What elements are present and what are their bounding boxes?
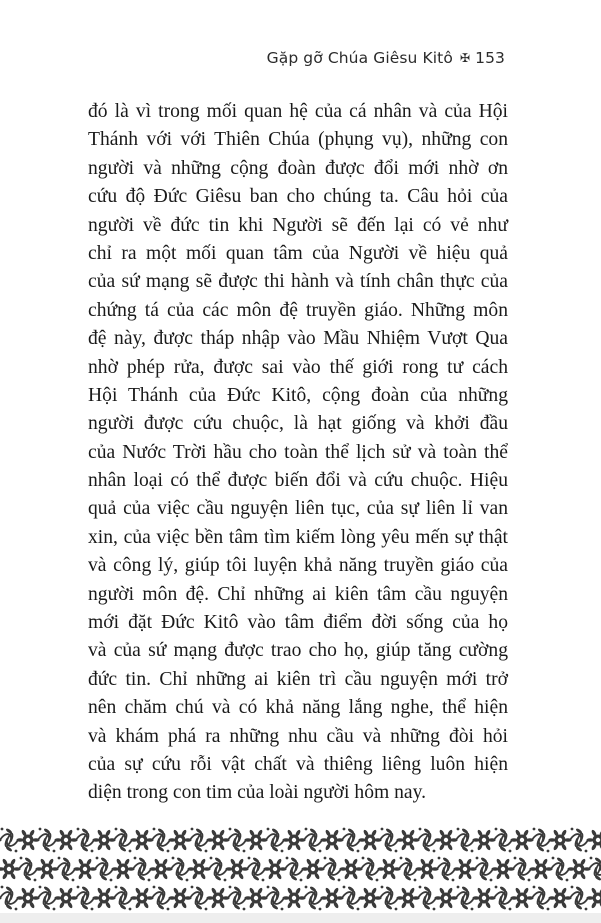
body-line: người về đức tin khi Người sẽ đến lại có vẻ như — [88, 214, 508, 236]
page-bottom-edge — [0, 913, 601, 923]
running-header — [267, 49, 505, 67]
body-line: diện trong con tim của loài người hôm nay. — [88, 782, 427, 804]
page-number: 153 — [475, 49, 505, 67]
floral-border-ornament-icon — [0, 826, 601, 912]
body-line: người được cứu chuộc, là hạt giống và khởi đầu — [88, 413, 508, 435]
body-line: của Nước Trời hầu cho toàn thể lịch sử và toàn thể — [88, 441, 508, 463]
body-line: chứng tá của các môn đệ truyền giáo. Những môn — [88, 299, 508, 321]
body-line: đó là vì trong mối quan hệ của cá nhân và của Hội — [88, 101, 508, 122]
body-line: chỉ ra một mối quan tâm của Người về hiệu quả — [88, 242, 508, 264]
body-line: của sứ mạng sẽ được thi hành và tính chân thực của — [88, 271, 508, 293]
body-line: nên chăm chú và có khả năng lắng nghe, thể hiện — [88, 697, 508, 719]
body-line: đệ này, được tháp nhập vào Mầu Nhiệm Vượt Qua — [88, 328, 508, 350]
body-line: nhân loại có thể được biến đổi và cứu chuộc. Hiệu — [88, 470, 508, 492]
body-line: cứu độ Đức Giêsu ban cho chúng ta. Câu hỏi của — [88, 186, 508, 208]
body-line: Thánh với với Thiên Chúa (phụng vụ), những con — [88, 129, 508, 151]
body-line: mới đặt Đức Kitô vào tâm điểm đời sống của họ — [88, 612, 508, 634]
body-line: người môn đệ. Chỉ những ai kiên tâm cầu nguyện — [88, 583, 508, 605]
body-line: và khám phá ra những nhu cầu và những đòi hỏi — [88, 725, 508, 747]
body-line: quả của việc cầu nguyện liên tục, của sự liên lỉ van — [88, 498, 508, 520]
body-line: và công lý, giúp tôi luyện khả năng truyền giáo của — [88, 555, 508, 577]
running-header-title: Gặp gỡ Chúa Giêsu Kitô — [266, 49, 453, 67]
body-line: của sự cứu rỗi vật chất và thiêng liêng luôn hiện — [88, 753, 508, 775]
body-line: người và những cộng đoàn được đổi mới nhờ ơn — [88, 157, 508, 179]
body-paragraph — [88, 98, 508, 808]
body-line: xin, của việc bền tâm tìm kiếm lòng yêu mến sự thật — [88, 526, 508, 548]
body-line: đức tin. Chỉ những ai kiên trì cầu nguyện mới trở — [88, 668, 508, 690]
body-line: nhờ phép rửa, được sai vào thế giới rong tư cách — [88, 356, 508, 378]
maltese-cross-icon: ✠ — [459, 51, 471, 65]
body-line: Hội Thánh của Đức Kitô, cộng đoàn của những — [88, 384, 508, 406]
body-line: và của sứ mạng được trao cho họ, giúp tăng cường — [88, 640, 508, 662]
